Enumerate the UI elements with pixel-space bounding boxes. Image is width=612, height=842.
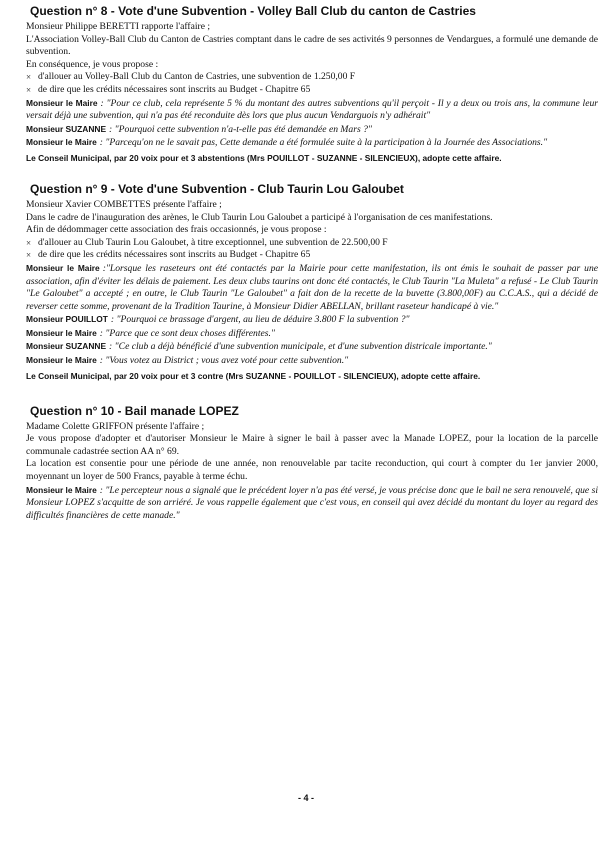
- section-title: Question n° 8 - Vote d'une Subvention - Volley Ball Club du canton de Castries: [30, 4, 476, 18]
- speaker-name: Monsieur le Maire: [26, 97, 98, 108]
- bullet-mark-icon: ×: [26, 84, 32, 95]
- speaker-name: Monsieur le Maire: [26, 355, 97, 366]
- speaker-name: Monsieur le Maire: [26, 262, 100, 273]
- section-question-9: [26, 182, 598, 382]
- rapporteur-line: Madame Colette GRIFFON présente l'affaire ;: [26, 420, 205, 432]
- speech-text: : "Parce que ce sont deux choses différentes.": [99, 327, 275, 339]
- bullet-mark-icon: ×: [26, 237, 32, 248]
- speech-text: : "Ce club a déjà bénéficié d'une subvention municipale, et d'une subvention districale importante.": [109, 341, 492, 353]
- speaker-name: Monsieur le Maire: [26, 137, 97, 148]
- bullet-text: de dire que les crédits nécessaires sont inscrits au Budget - Chapitre 65: [38, 249, 311, 261]
- council-decision: Le Conseil Municipal, par 20 voix pour et 3 abstentions (Mrs POUILLOT - SUZANNE - SILENCIEUX), adopte cette affaire.: [26, 152, 502, 163]
- bullet-text: d'allouer au Club Taurin Lou Galoubet, à titre exceptionnel, une subvention de 22.500,00 F: [38, 236, 388, 248]
- speaker-name: Monsieur SUZANNE: [26, 341, 107, 352]
- speaker-name: Monsieur le Maire: [26, 327, 97, 338]
- bullet-item: [26, 84, 598, 97]
- bullet-mark-icon: ×: [26, 250, 32, 261]
- speech-text: : "Pourquoi cette subvention n'a-t-elle pas été demandée en Mars ?": [109, 123, 372, 135]
- speech: [26, 136, 598, 150]
- section-title: Question n° 9 - Vote d'une Subvention - Club Taurin Lou Galoubet: [30, 181, 404, 196]
- rapporteur-line: Monsieur Xavier COMBETTES présente l'affaire ;: [26, 198, 222, 210]
- speech: [26, 123, 598, 137]
- paragraph: La location est consentie pour une période de une année, non renouvelable par tacite reconduction, qui court à compter du 1er janvier 2000, moyennant un loyer de 500 Francs, payable à terme échu.: [26, 458, 598, 483]
- speech: [26, 340, 598, 354]
- speech: [26, 262, 598, 313]
- section-title: Question n° 10 - Bail manade LOPEZ: [30, 403, 239, 418]
- speech-text: : "Parcequ'on ne le savait pas, Cette demande a été formulée suite à la participation à la Journée des Associations.": [99, 137, 548, 149]
- bullet-text: d'allouer au Volley-Ball Club du Canton de Castries, une subvention de 1.250,00 F: [38, 71, 356, 83]
- speech: [26, 327, 598, 341]
- paragraph: Dans le cadre de l'inauguration des arènes, le Club Taurin Lou Galoubet a participé à l'organisation de ces manifestations.: [26, 211, 493, 223]
- paragraph: En conséquence, je vous propose :: [26, 58, 159, 70]
- section-spacer: [26, 164, 598, 182]
- paragraph: Afin de dédommager cette association des frais occasionnés, je vous propose :: [26, 224, 327, 236]
- bullet-mark-icon: ×: [26, 72, 32, 83]
- speaker-name: Monsieur SUZANNE: [26, 123, 107, 134]
- speech: [26, 484, 598, 523]
- speech-text: : "Pour ce club, cela représente 5 % du montant des autres subventions qu'il perçoit - Il y a deux ou trois ans, la commune leur versait déjà une subvention, qui n'a pas été reconduite dès lors que plus aucun Vendarguois n'y adhérait": [26, 97, 598, 122]
- speech-text: : "Le percepteur nous a signalé que le précédent loyer n'a pas été versé, je vous précise donc que le bail ne sera renouvelé, que si Monsieur LOPEZ s'acquitte de son arriéré. Je vous rappelle également que c'est vous, en conseil qui avez décidé du montant du loyer au regard des difficultés financières de cette manade.": [26, 484, 598, 521]
- bullet-item: [26, 71, 598, 84]
- bullet-item: [26, 249, 598, 262]
- speech: [26, 313, 598, 327]
- paragraph: L'Association Volley-Ball Club du Canton de Castries comptant dans le cadre de ses activités 9 personnes de Vendargues, a formulé une demande de subvention.: [26, 33, 598, 58]
- speech: [26, 354, 598, 368]
- bullet-item: [26, 237, 598, 250]
- bullet-text: de dire que les crédits nécessaires sont inscrits au Budget - Chapitre 65: [38, 83, 311, 95]
- section-question-10: [26, 404, 598, 523]
- speaker-name: Monsieur POUILLOT: [26, 314, 108, 325]
- speech-text: : "Pourquoi ce brassage d'argent, au lieu de déduire 3.800 F la subvention ?": [110, 314, 410, 326]
- section-spacer: [26, 382, 598, 404]
- page-number: - 4 -: [297, 793, 314, 803]
- council-decision: Le Conseil Municipal, par 20 voix pour et 3 contre (Mrs SUZANNE - POUILLOT - SILENCIEUX), adopte cette affaire.: [26, 370, 481, 381]
- paragraph: Je vous propose d'adopter et d'autoriser Monsieur le Maire à signer le bail à passer avec la Manade LOPEZ, pour la location de la parcelle communale cadastrée section AA n° 69.: [26, 433, 598, 457]
- rapporteur-line: Monsieur Philippe BERETTI rapporte l'affaire ;: [26, 21, 211, 32]
- speaker-name: Monsieur le Maire: [26, 484, 97, 495]
- section-question-8: [26, 4, 598, 164]
- speech-text: : "Vous votez au District ; vous avez voté pour cette subvention.": [99, 355, 349, 367]
- speech: [26, 97, 598, 123]
- speech-text: :"Lorsque les raseteurs ont été contactés par la Mairie pour cette manifestation, ils ont émis le souhait de passer par une association, afin d'éviter les délais de paiement. Les deux clubs taurins ont donc été contactés, le Club Taurin "La Muleta" a refusé - Le Club Taurin "Le Galoubet" a accepté ; en outre, le Club Taurin "Le Galoubet" a fait don de la recette de la buvette (3.800,00F) au C.C.A.S., qui a décidé de reverser cette somme, provenant de la Tradition Taurine, à Monsieur Didier ABELLAN, brillant raseteur handicapé à vie.": [26, 262, 599, 312]
